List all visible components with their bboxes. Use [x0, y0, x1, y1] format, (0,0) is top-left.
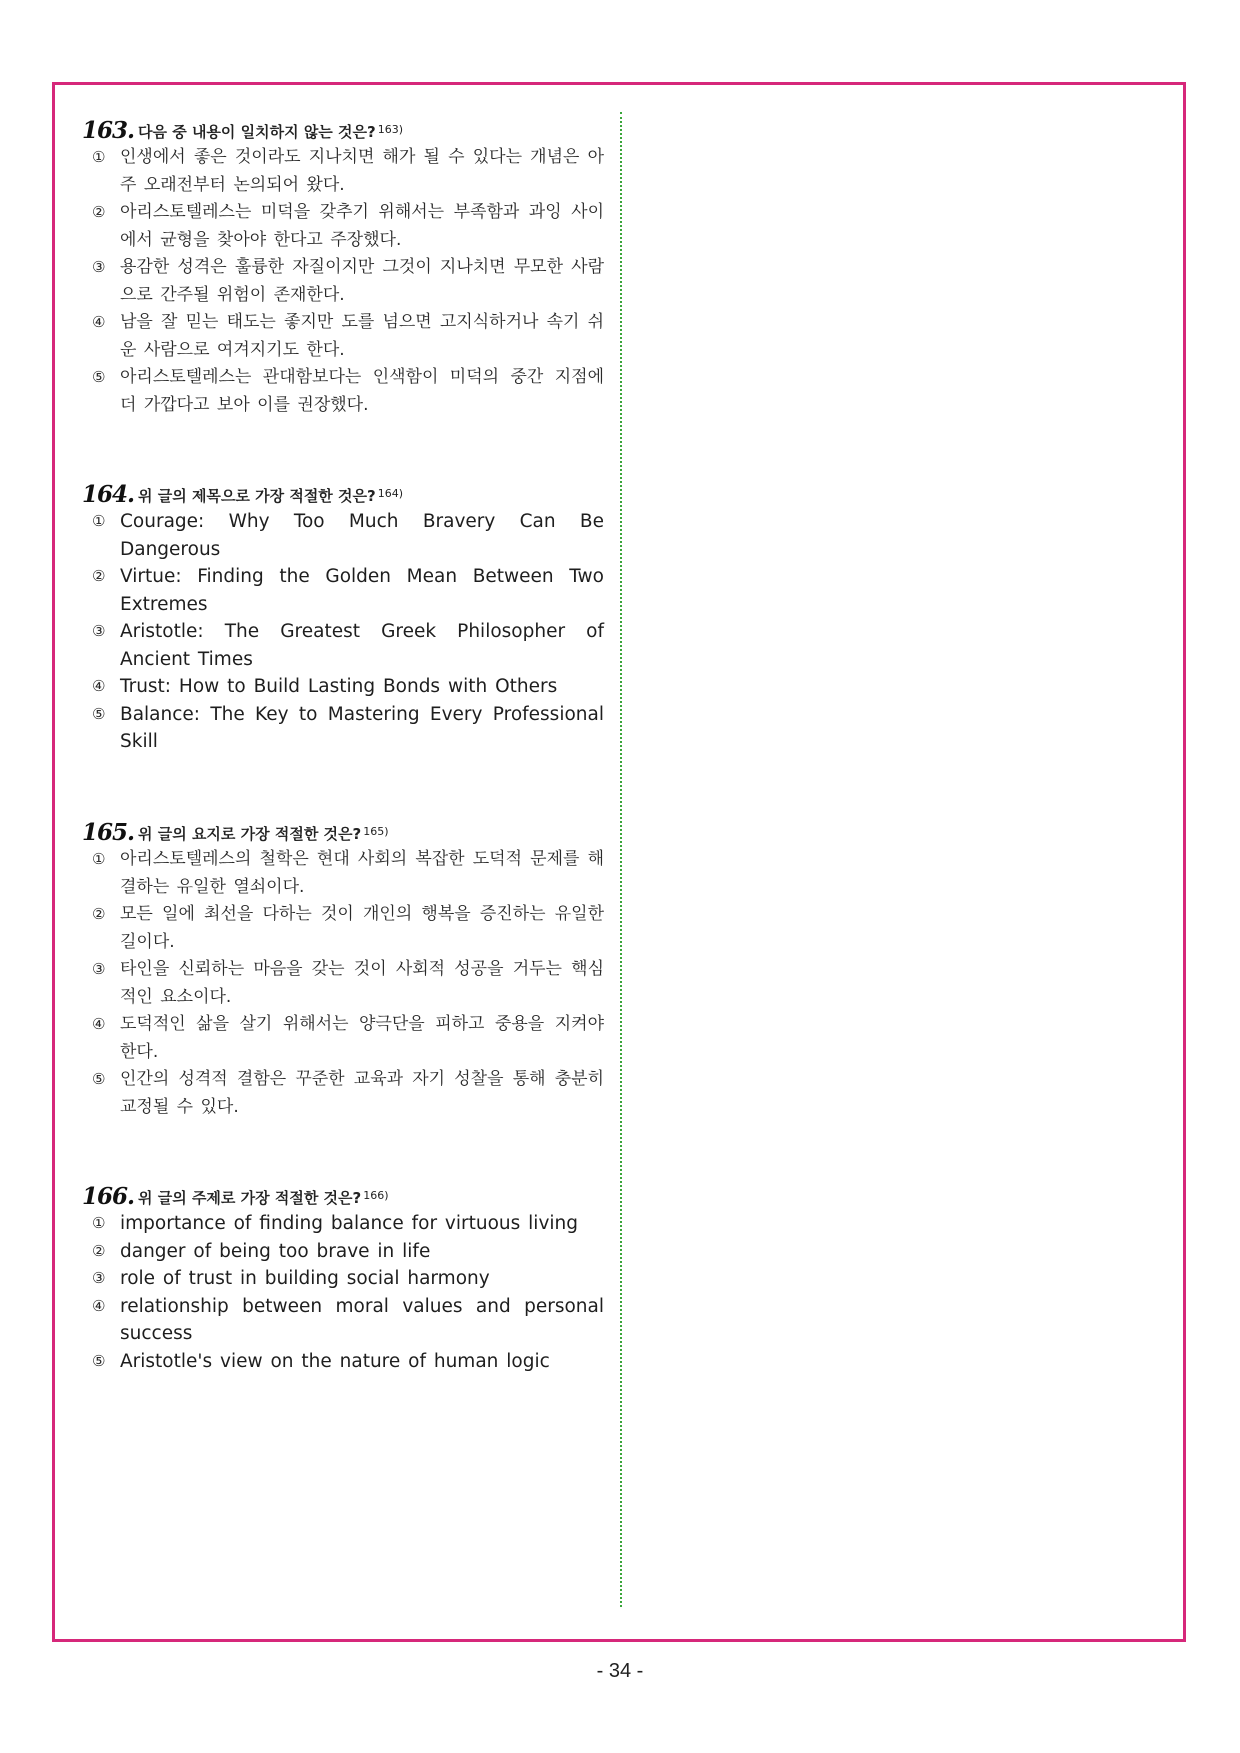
page-number: - 34 -: [596, 1660, 644, 1682]
option-mark: ③: [92, 258, 106, 276]
option-mark: ⑤: [92, 1351, 106, 1370]
option-4[interactable]: [92, 1011, 604, 1066]
question-163: [82, 110, 604, 419]
option-1[interactable]: [92, 508, 604, 563]
option-2[interactable]: [92, 563, 604, 618]
option-4[interactable]: [92, 673, 604, 701]
option-text: 아리스토텔레스의 철학은 현대 사회의 복잡한 도덕적 문제를 해결하는 유일한 열쇠이다.: [120, 849, 604, 897]
option-mark: ④: [92, 1015, 106, 1033]
option-text: 아리스토텔레스는 미덕을 갖추기 위해서는 부족함과 과잉 사이에서 균형을 찾아야 한다고 주장했다.: [120, 202, 604, 250]
option-1[interactable]: [92, 1210, 604, 1238]
question-prompt: 위 글의 제목으로 가장 적절한 것은?: [138, 487, 376, 505]
option-2[interactable]: [92, 901, 604, 956]
option-mark: ②: [92, 905, 106, 923]
option-text: Trust: How to Build Lasting Bonds with Others: [120, 676, 558, 697]
option-mark: ④: [92, 677, 106, 695]
question-164: [82, 474, 604, 756]
option-1[interactable]: [92, 144, 604, 199]
option-text: role of trust in building social harmony: [120, 1268, 490, 1289]
question-prompt: 다음 중 내용이 일치하지 않는 것은?: [138, 123, 376, 141]
option-mark: ①: [92, 148, 106, 166]
question-prompt: 위 글의 요지로 가장 적절한 것은?: [138, 825, 362, 843]
option-text: 인생에서 좋은 것이라도 지나치면 해가 될 수 있다는 개념은 아주 오래전부터 논의되어 왔다.: [120, 147, 604, 195]
option-mark: ②: [92, 1241, 106, 1260]
option-mark: ①: [92, 1214, 106, 1232]
option-5[interactable]: [92, 364, 604, 419]
footnote-marker: 163): [377, 123, 404, 136]
option-text: relationship between moral values and personal success: [120, 1295, 604, 1344]
option-1[interactable]: [92, 846, 604, 901]
option-text: 타인을 신뢰하는 마음을 갖는 것이 사회적 성공을 거두는 핵심적인 요소이다.: [120, 959, 604, 1007]
option-text: Balance: The Key to Mastering Every Professional Skill: [120, 703, 604, 752]
option-mark: ④: [92, 313, 106, 331]
option-text: Courage: Why Too Much Bravery Can Be Dangerous: [120, 511, 604, 560]
option-mark: ①: [92, 512, 106, 530]
option-mark: ⑤: [92, 368, 106, 386]
option-5[interactable]: [92, 1348, 604, 1376]
option-text: Aristotle's view on the nature of human logic: [120, 1350, 550, 1372]
option-2[interactable]: [92, 1238, 604, 1266]
option-text: 남을 잘 믿는 태도는 좋지만 도를 넘으면 고지식하거나 속기 쉬운 사람으로 여겨지기도 한다.: [120, 312, 604, 360]
column-divider: [620, 112, 622, 1607]
question-number: 164.: [82, 481, 135, 508]
option-mark: ⑤: [92, 1070, 106, 1088]
option-text: Virtue: Finding the Golden Mean Between Two Extremes: [120, 566, 604, 615]
question-166: [82, 1176, 604, 1375]
question-header: [82, 474, 604, 508]
footnote-marker: 165): [363, 825, 389, 838]
question-header: [82, 812, 604, 846]
question-number: 163.: [82, 117, 135, 144]
option-4[interactable]: [92, 309, 604, 364]
option-3[interactable]: [92, 618, 604, 673]
option-text: 모든 일에 최선을 다하는 것이 개인의 행복을 증진하는 유일한 길이다.: [120, 904, 604, 952]
footnote-marker: 166): [363, 1189, 389, 1202]
option-mark: ③: [92, 1269, 106, 1287]
option-3[interactable]: [92, 1265, 604, 1293]
option-text: 도덕적인 삶을 살기 위해서는 양극단을 피하고 중용을 지켜야 한다.: [120, 1014, 604, 1062]
option-text: 용감한 성격은 훌륭한 자질이지만 그것이 지나치면 무모한 사람으로 간주될 위험이 존재한다.: [120, 257, 604, 305]
option-text: 인간의 성격적 결함은 꾸준한 교육과 자기 성찰을 통해 충분히 교정될 수 있다.: [120, 1069, 604, 1117]
question-prompt: 위 글의 주제로 가장 적절한 것은?: [138, 1189, 362, 1207]
question-header: [82, 1176, 604, 1210]
option-mark: ③: [92, 960, 106, 978]
question-number: 166.: [82, 1183, 135, 1210]
option-text: 아리스토텔레스는 관대함보다는 인색함이 미덕의 중간 지점에 더 가깝다고 보아 이를 권장했다.: [120, 367, 604, 415]
option-text: danger of being too brave in life: [120, 1240, 431, 1262]
option-2[interactable]: [92, 199, 604, 254]
option-4[interactable]: [92, 1293, 604, 1348]
option-text: Aristotle: The Greatest Greek Philosopher of Ancient Times: [120, 621, 604, 670]
option-3[interactable]: [92, 956, 604, 1011]
question-number: 165.: [82, 819, 135, 846]
option-mark: ③: [92, 622, 106, 640]
option-mark: ①: [92, 850, 106, 868]
option-mark: ④: [92, 1296, 106, 1315]
option-3[interactable]: [92, 254, 604, 309]
option-5[interactable]: [92, 1066, 604, 1121]
option-5[interactable]: [92, 701, 604, 756]
option-mark: ②: [92, 203, 106, 221]
footnote-marker: 164): [377, 487, 404, 500]
option-text: importance of finding balance for virtuous living: [120, 1213, 579, 1234]
question-header: [82, 110, 604, 144]
question-165: [82, 812, 604, 1121]
option-mark: ②: [92, 567, 106, 585]
option-mark: ⑤: [92, 704, 106, 723]
